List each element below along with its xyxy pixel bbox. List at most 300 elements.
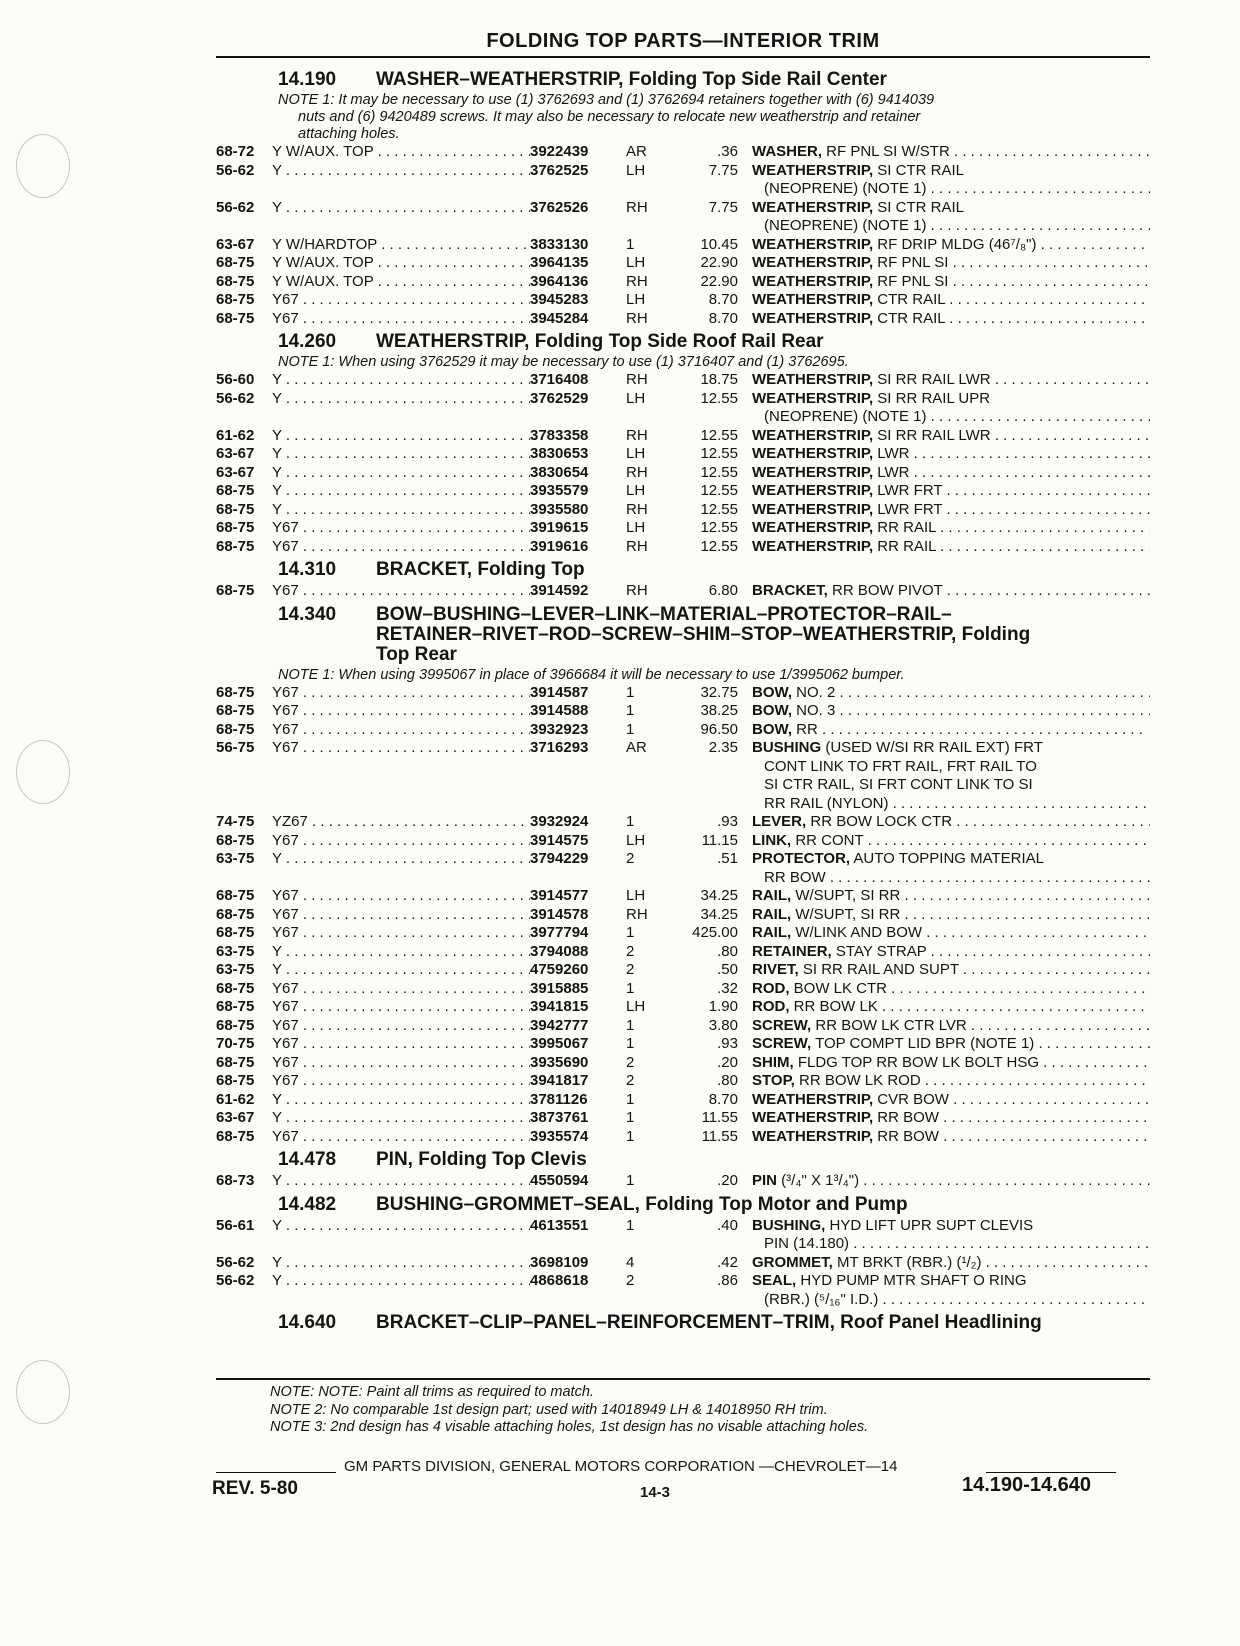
application: Y . . . [272, 501, 530, 520]
part-name: BUSHING, [752, 1216, 826, 1234]
quantity: LH [626, 831, 646, 849]
quantity: 1 [626, 702, 635, 719]
footer-rule-left [216, 1472, 336, 1473]
quantity: LH [626, 519, 646, 536]
description-text: LWR [873, 445, 910, 462]
list-price: .20 [717, 1172, 738, 1189]
list-price: 7.75 [708, 198, 738, 216]
list-price: 3.80 [708, 1016, 738, 1034]
list-price: 12.55 [700, 482, 738, 499]
description-line [752, 199, 1150, 218]
model-years: 68-75 [216, 887, 255, 904]
quantity: 1 [626, 1216, 635, 1234]
part-number: 3794088 [530, 942, 589, 960]
part-description [752, 501, 1150, 520]
section-number: 14.190 [278, 69, 337, 90]
part-name: PIN [752, 1172, 778, 1189]
part-name: BUSHING [752, 739, 822, 756]
description-text: SI CTR RAIL [873, 161, 964, 179]
quantity: 1 [626, 235, 635, 253]
list-price: .50 [717, 961, 738, 978]
application: Y W/AUX. TOP . . . [272, 254, 530, 273]
part-row [216, 199, 1150, 236]
description-text: RR BOW PIVOT [827, 582, 943, 599]
footnote: NOTE 3: 2nd design has 4 visable attaching holes, 1st design has no visable attaching holes. [270, 1419, 869, 1435]
application: Y . . . [272, 371, 530, 390]
description-text: LWR FRT [873, 482, 943, 499]
application: Y . . . [272, 482, 530, 501]
part-number: 3914592 [530, 582, 589, 599]
model-years: 68-73 [216, 1172, 255, 1189]
part-description [752, 1172, 1150, 1191]
description-line [752, 217, 1150, 236]
description-text: SI RR RAIL LWR [873, 371, 991, 388]
list-price: 18.75 [700, 371, 738, 388]
model-years: 63-75 [216, 961, 255, 978]
description-text: RF PNL SI [873, 254, 949, 271]
application: Y . . . [272, 427, 530, 446]
application: Y . . . [272, 961, 530, 980]
part-row [216, 906, 1150, 925]
part-name: WEATHERSTRIP, [752, 161, 874, 179]
part-description [752, 143, 1150, 162]
part-name: WEATHERSTRIP, [752, 445, 874, 462]
part-row [216, 998, 1150, 1017]
list-price: .80 [717, 1072, 738, 1089]
application: Y . . . [272, 390, 530, 409]
application: Y . . . [272, 1217, 530, 1236]
part-name: WEATHERSTRIP, [752, 371, 874, 388]
section-title: WASHER–WEATHERSTRIP, Folding Top Side Rail Center [376, 69, 887, 90]
part-number: 3914577 [530, 887, 589, 904]
binder-hole [16, 740, 70, 804]
application: Y . . . [272, 162, 530, 181]
description-text: RR RAIL (NYLON) [764, 794, 889, 812]
part-description [752, 1109, 1150, 1128]
application: Y67 . . . [272, 582, 530, 601]
description-text: (USED W/SI RR RAIL EXT) FRT [821, 739, 1043, 756]
section-title: BRACKET–CLIP–PANEL–REINFORCEMENT–TRIM, Roof Panel Headlining [376, 1312, 1042, 1333]
part-number: 4613551 [530, 1216, 589, 1234]
page-number: 14-3 [640, 1484, 671, 1501]
model-years: 68-75 [216, 979, 255, 997]
part-name: RAIL, [752, 887, 792, 904]
part-row [216, 887, 1150, 906]
part-number: 3783358 [530, 426, 589, 444]
quantity: LH [626, 445, 646, 462]
part-row [216, 501, 1150, 520]
part-number: 3698109 [530, 1253, 589, 1271]
description-text: RR BOW [873, 1127, 939, 1145]
model-years: 68-75 [216, 720, 255, 738]
description-line [752, 961, 1150, 980]
part-row [216, 739, 1150, 813]
part-name: WEATHERSTRIP, [752, 235, 874, 253]
description-line [752, 684, 1150, 703]
application: Y67 . . . [272, 702, 530, 721]
footer-publisher: GM PARTS DIVISION, GENERAL MOTORS CORPORATION —CHEVROLET—14 [344, 1458, 898, 1475]
part-number: 3995067 [530, 1035, 589, 1052]
part-row [216, 980, 1150, 999]
part-description [752, 519, 1150, 538]
model-years: 63-75 [216, 942, 255, 960]
list-price: 11.55 [701, 1127, 738, 1145]
list-price: 34.25 [700, 905, 738, 923]
part-name: WEATHERSTRIP, [752, 519, 874, 536]
quantity: 1 [626, 1090, 635, 1108]
part-description [752, 943, 1150, 962]
part-description [752, 482, 1150, 501]
description-line [752, 427, 1150, 446]
description-text: MT BRKT (RBR.) (¹/₂) [832, 1253, 982, 1271]
description-text: RR BOW LOCK CTR [806, 813, 953, 830]
part-description [752, 906, 1150, 925]
part-name: WEATHERSTRIP, [752, 537, 874, 555]
part-number: 3945284 [530, 309, 589, 327]
part-name: SHIM, [752, 1053, 794, 1071]
part-row [216, 813, 1150, 832]
part-name: RETAINER, [752, 942, 832, 960]
quantity: 2 [626, 850, 635, 867]
description-text: HYD PUMP MTR SHAFT O RING [796, 1272, 1027, 1289]
description-text: CTR RAIL [873, 291, 946, 308]
part-name: ROD, [752, 979, 790, 997]
part-number: 3830654 [530, 463, 589, 481]
description-line [752, 254, 1150, 273]
part-number: 3919615 [530, 519, 589, 536]
part-row [216, 961, 1150, 980]
list-price: 10.45 [700, 235, 738, 253]
list-price: .20 [717, 1053, 738, 1071]
description-line [752, 180, 1150, 199]
model-years: 61-62 [216, 1090, 255, 1108]
application: Y67 . . . [272, 1128, 530, 1147]
part-description [752, 445, 1150, 464]
model-years: 68-75 [216, 582, 255, 599]
part-description [752, 582, 1150, 601]
list-price: 22.90 [700, 272, 738, 290]
quantity: RH [626, 309, 648, 327]
part-row [216, 1217, 1150, 1254]
list-price: 12.55 [700, 426, 738, 444]
description-line [752, 1254, 1150, 1273]
description-text: (³/₄" X 1³/₄") [777, 1172, 860, 1189]
description-text: SI CTR RAIL [873, 198, 964, 216]
part-name: PROTECTOR, [752, 850, 851, 867]
application: Y67 . . . [272, 310, 530, 329]
model-years: 56-60 [216, 371, 255, 388]
description-line [752, 143, 1150, 162]
footer-rule-right [986, 1472, 1116, 1473]
part-number: 3794229 [530, 850, 589, 867]
quantity: RH [626, 905, 648, 923]
model-years: 56-62 [216, 1253, 255, 1271]
part-number: 3941817 [530, 1072, 589, 1089]
part-description [752, 813, 1150, 832]
description-line [752, 739, 1150, 758]
binder-hole [16, 134, 70, 198]
description-text: W/SUPT, SI RR [791, 905, 901, 923]
model-years: 68-75 [216, 1072, 255, 1089]
description-text: HYD LIFT UPR SUPT CLEVIS [825, 1216, 1034, 1234]
quantity: 2 [626, 1072, 635, 1089]
description-line [752, 998, 1150, 1017]
list-price: 7.75 [708, 161, 738, 179]
model-years: 56-75 [216, 739, 255, 756]
description-line [752, 1235, 1150, 1254]
description-text: STAY STRAP [831, 942, 927, 960]
part-number: 3945283 [530, 291, 589, 308]
note-continuation: nuts and (6) 9420489 screws. It may also be necessary to relocate new weatherstrip and retainer [298, 109, 921, 125]
part-row [216, 143, 1150, 162]
list-price: 12.55 [700, 445, 738, 462]
part-name: STOP, [752, 1072, 795, 1089]
model-years: 68-75 [216, 924, 255, 941]
description-line [752, 980, 1150, 999]
application: Y . . . [272, 1172, 530, 1191]
description-text: (NEOPRENE) (NOTE 1) [764, 180, 927, 197]
model-years: 63-75 [216, 850, 255, 867]
description-line [752, 445, 1150, 464]
section-title: BOW–BUSHING–LEVER–LINK–MATERIAL–PROTECTOR–RAIL– [376, 603, 952, 625]
quantity: 1 [626, 1016, 635, 1034]
part-name: WEATHERSTRIP, [752, 291, 874, 308]
part-row [216, 371, 1150, 390]
parts-listing [216, 66, 1150, 1335]
description-text: TOP COMPT LID BPR (NOTE 1) [811, 1035, 1035, 1052]
description-text: SI RR RAIL AND SUPT [798, 961, 959, 978]
description-text: BOW LK CTR [789, 979, 888, 997]
description-text: NO. 2 [792, 683, 836, 701]
part-name: WEATHERSTRIP, [752, 309, 874, 327]
list-price: 32.75 [700, 683, 738, 701]
part-number: 4550594 [530, 1172, 589, 1189]
quantity: 1 [626, 979, 635, 997]
list-price: .42 [717, 1253, 738, 1271]
description-line [752, 795, 1150, 814]
model-years: 68-75 [216, 254, 255, 271]
model-years: 68-75 [216, 702, 255, 719]
part-description [752, 1091, 1150, 1110]
part-row [216, 1109, 1150, 1128]
section-title: WEATHERSTRIP, Folding Top Side Roof Rail Rear [376, 331, 824, 352]
model-years: 63-67 [216, 235, 255, 253]
part-description [752, 832, 1150, 851]
description-line [752, 582, 1150, 601]
description-line [752, 162, 1150, 181]
part-number: 3932924 [530, 813, 589, 830]
application: Y67 . . . [272, 684, 530, 703]
model-years: 56-62 [216, 198, 255, 216]
part-name: RAIL, [752, 905, 792, 923]
description-text: RR BOW LK ROD [794, 1072, 921, 1089]
part-description [752, 254, 1150, 273]
section-range: 14.190-14.640 [962, 1474, 1092, 1496]
section-title: BUSHING–GROMMET–SEAL, Folding Top Motor and Pump [376, 1193, 908, 1215]
part-description [752, 1035, 1150, 1054]
list-price: 22.90 [700, 254, 738, 271]
description-line [752, 236, 1150, 255]
part-name: RIVET, [752, 961, 799, 978]
part-description [752, 1017, 1150, 1036]
list-price: 8.70 [708, 309, 738, 327]
part-row [216, 702, 1150, 721]
application: Y W/HARDTOP . . . [272, 236, 530, 255]
part-description [752, 538, 1150, 557]
part-number: 3914587 [530, 683, 589, 701]
description-text: W/SUPT, SI RR [791, 887, 901, 904]
part-name: WEATHERSTRIP, [752, 463, 874, 481]
part-number: 3935690 [530, 1053, 589, 1071]
model-years: 74-75 [216, 813, 255, 830]
description-line [752, 721, 1150, 740]
application: Y . . . [272, 464, 530, 483]
section-title: BRACKET, Folding Top [376, 559, 585, 580]
description-line [752, 924, 1150, 943]
part-row [216, 1091, 1150, 1110]
description-line [752, 1035, 1150, 1054]
description-line [752, 538, 1150, 557]
description-text: LWR [873, 463, 910, 481]
part-name: WEATHERSTRIP, [752, 1090, 874, 1108]
part-row [216, 236, 1150, 255]
part-description [752, 1272, 1150, 1309]
footnotes [270, 1384, 1150, 1437]
application: Y67 . . . [272, 924, 530, 943]
section-heading [216, 605, 1150, 665]
quantity: 1 [626, 683, 635, 701]
list-price: 34.25 [700, 887, 738, 904]
part-row [216, 1172, 1150, 1191]
part-number: 3873761 [530, 1109, 589, 1126]
part-description [752, 291, 1150, 310]
description-line [752, 832, 1150, 851]
description-text: CTR RAIL [873, 309, 946, 327]
part-number: 3935574 [530, 1127, 589, 1145]
part-number: 3762525 [530, 161, 589, 179]
part-row [216, 582, 1150, 601]
list-price: 38.25 [700, 702, 738, 719]
model-years: 68-75 [216, 1053, 255, 1071]
part-name: SCREW, [752, 1035, 812, 1052]
description-line [752, 850, 1150, 869]
quantity: 1 [626, 924, 635, 941]
application: Y67 . . . [272, 1035, 530, 1054]
part-number: 4759260 [530, 961, 589, 978]
quantity: 1 [626, 1127, 635, 1145]
model-years: 56-62 [216, 161, 255, 179]
list-price: .86 [717, 1272, 738, 1289]
note-text: NOTE 1: When using 3762529 it may be necessary to use (1) 3716407 and (1) 3762695. [278, 354, 849, 370]
section-title: PIN, Folding Top Clevis [376, 1149, 587, 1170]
description-line [752, 1054, 1150, 1073]
quantity: LH [626, 254, 646, 271]
description-line [752, 1291, 1150, 1310]
application: Y67 . . . [272, 291, 530, 310]
application: Y . . . [272, 199, 530, 218]
section-heading [216, 70, 1150, 90]
description-line [752, 1017, 1150, 1036]
part-description [752, 427, 1150, 446]
part-name: RAIL, [752, 924, 792, 941]
application: Y67 . . . [272, 1072, 530, 1091]
note-text: NOTE 1: When using 3995067 in place of 3966684 it will be necessary to use 1/3995062 bumper. [278, 666, 905, 683]
quantity: 1 [626, 720, 635, 738]
description-text: CVR BOW [873, 1090, 949, 1108]
part-description [752, 1217, 1150, 1254]
list-price: 425.00 [692, 924, 738, 941]
list-price: 12.55 [700, 500, 738, 518]
part-row [216, 427, 1150, 446]
application: Y67 . . . [272, 538, 530, 557]
part-name: WEATHERSTRIP, [752, 500, 874, 518]
part-row [216, 291, 1150, 310]
part-description [752, 739, 1150, 813]
model-years: 68-75 [216, 831, 255, 849]
part-description [752, 236, 1150, 255]
part-description [752, 702, 1150, 721]
description-text: AUTO TOPPING MATERIAL [850, 850, 1045, 867]
description-text: RR CONT [791, 831, 864, 849]
quantity: RH [626, 537, 648, 555]
part-number: 3830653 [530, 445, 589, 462]
part-number: 3716293 [530, 739, 589, 756]
application: Y W/AUX. TOP . . . [272, 273, 530, 292]
quantity: LH [626, 161, 646, 179]
part-row [216, 924, 1150, 943]
part-name: BOW, [752, 720, 792, 738]
header-rule [216, 56, 1150, 58]
part-row [216, 1072, 1150, 1091]
list-price: 12.55 [700, 389, 738, 407]
note-text: NOTE 1: It may be necessary to use (1) 3762693 and (1) 3762694 retainers together with (6) 9414039 [278, 92, 935, 108]
list-price: 96.50 [700, 720, 738, 738]
list-price: .93 [717, 1035, 738, 1052]
description-line [752, 1091, 1150, 1110]
section-note [278, 92, 1150, 143]
quantity: 2 [626, 1272, 635, 1289]
part-name: WEATHERSTRIP, [752, 254, 874, 271]
section-number: 14.482 [278, 1193, 337, 1215]
model-years: 68-75 [216, 998, 255, 1015]
list-price: 12.55 [700, 463, 738, 481]
part-row [216, 1272, 1150, 1309]
application: Y . . . [272, 1254, 530, 1273]
part-name: WEATHERSTRIP, [752, 272, 874, 290]
model-years: 63-67 [216, 1109, 255, 1126]
part-description [752, 162, 1150, 199]
list-price: 8.70 [708, 291, 738, 308]
application: Y W/AUX. TOP . . . [272, 143, 530, 162]
section-number: 14.310 [278, 559, 337, 580]
part-name: SEAL, [752, 1272, 797, 1289]
part-description [752, 273, 1150, 292]
description-text: (NEOPRENE) (NOTE 1) [764, 408, 927, 425]
quantity: LH [626, 291, 646, 308]
quantity: 1 [626, 1172, 635, 1189]
part-description [752, 390, 1150, 427]
section-heading [216, 560, 1150, 580]
part-description [752, 1128, 1150, 1147]
part-description [752, 1072, 1150, 1091]
quantity: 2 [626, 1053, 635, 1071]
section-number: 14.478 [278, 1149, 337, 1170]
part-description [752, 371, 1150, 390]
application: YZ67 . . . [272, 813, 530, 832]
model-years: 68-75 [216, 1127, 255, 1145]
part-number: 3716408 [530, 371, 589, 388]
section-note [278, 354, 1150, 371]
